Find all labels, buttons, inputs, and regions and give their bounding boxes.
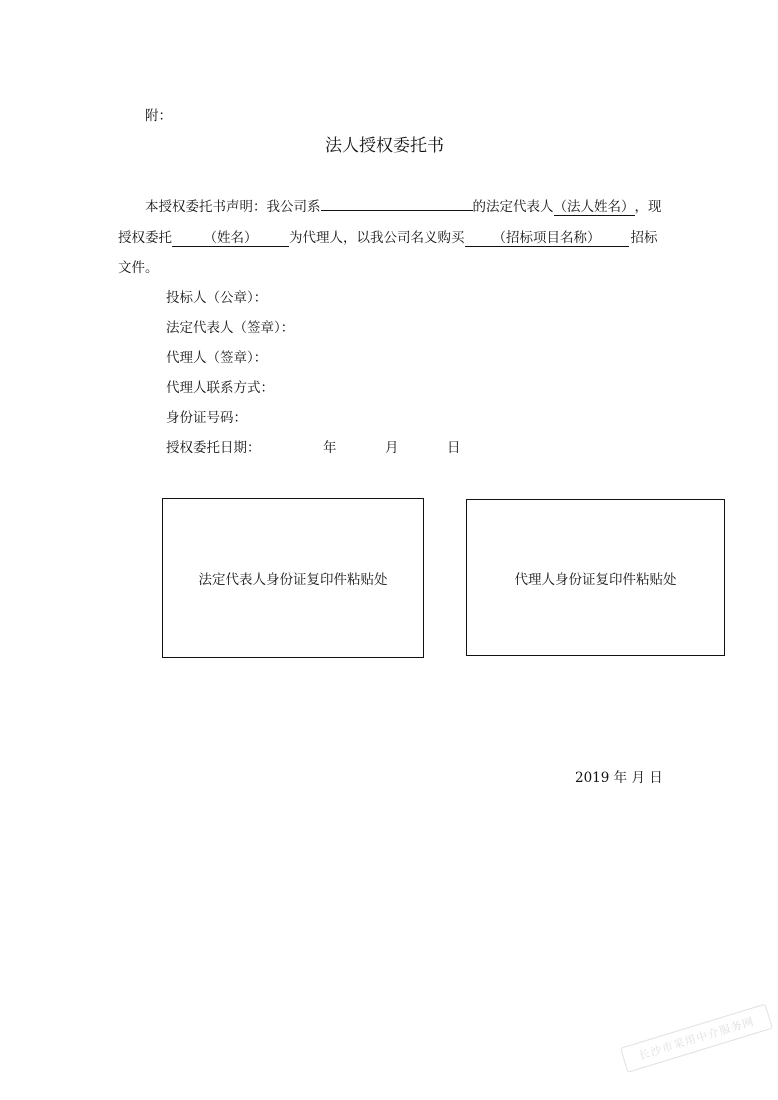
company-name-blank <box>321 210 473 211</box>
date-day-label: 日 <box>447 440 461 456</box>
line2-suffix: 招标 <box>630 230 658 246</box>
line1-mid: 的法定代表人 <box>472 199 554 215</box>
legal-representative-name-blank: （法人姓名） <box>553 199 635 215</box>
legal-representative-id-copy-box <box>162 498 424 658</box>
field-authorization-date: 授权委托日期： <box>166 440 261 456</box>
agent-id-copy-label: 代理人身份证复印件粘贴处 <box>514 571 677 588</box>
legal-representative-id-copy-label: 法定代表人身份证复印件粘贴处 <box>198 572 388 588</box>
field-agent-signature: 代理人（签章）： <box>166 350 268 366</box>
line1-suffix: ，现 <box>634 199 662 215</box>
field-bidder-seal: 投标人（公章）： <box>166 290 268 306</box>
line2-mid: 为代理人，以我公司名义购买 <box>289 230 465 246</box>
paragraph-line-3: 文件。 <box>118 260 159 276</box>
field-agent-contact: 代理人联系方式： <box>166 380 274 396</box>
date-year-label: 年 <box>323 440 337 456</box>
line2-prefix: 授权委托 <box>118 230 172 246</box>
field-id-number: 身份证号码： <box>166 410 247 426</box>
agent-name-blank: （姓名） <box>172 230 289 247</box>
field-legal-representative-signature: 法定代表人（签章）： <box>166 320 295 336</box>
bottom-date: 2019 年 月 日 <box>575 770 663 786</box>
line1-prefix: 本授权委托书声明：我公司系 <box>145 199 321 215</box>
project-name-blank: （招标项目名称） <box>465 230 629 247</box>
date-month-label: 月 <box>385 440 399 456</box>
watermark-stamp: 长沙市采用中介服务网 <box>620 1004 773 1073</box>
paragraph-line-2 <box>118 226 658 247</box>
paragraph-line-1 <box>145 195 662 216</box>
agent-id-copy-box <box>466 499 725 656</box>
annex-label: 附： <box>145 108 172 124</box>
page-title: 法人授权委托书 <box>325 136 444 156</box>
